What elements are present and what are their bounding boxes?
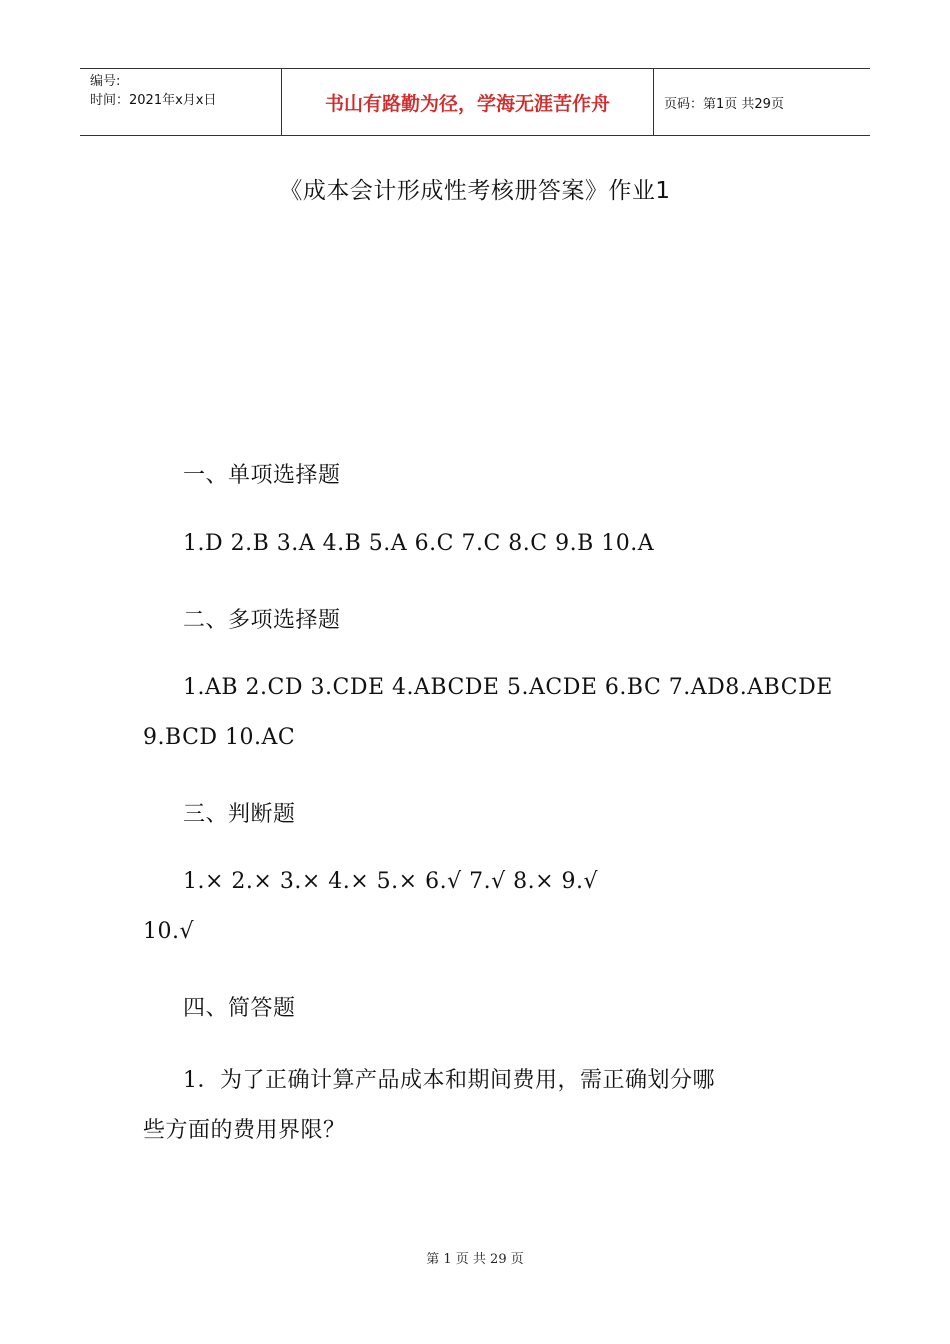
section-1-answers: 1.D 2.B 3.A 4.B 5.A 6.C 7.C 8.C 9.B 10.A bbox=[183, 531, 655, 556]
page-footer: 第 1 页 共 29 页 bbox=[426, 1252, 524, 1267]
header-motto: 书山有路勤为径，学海无涯苦作舟 bbox=[282, 69, 654, 135]
header-meta bbox=[80, 69, 282, 135]
section-3-heading: 三、判断题 bbox=[183, 802, 296, 827]
page-header bbox=[80, 68, 870, 136]
section-2-heading: 二、多项选择题 bbox=[183, 608, 341, 633]
section-3-answers-line-2: 10.√ bbox=[143, 919, 195, 944]
question-1-line-1: 1．为了正确计算产品成本和期间费用，需正确划分哪 bbox=[183, 1068, 715, 1093]
header-page-info: 页码：第1页 共29页 bbox=[664, 96, 784, 112]
number-label: 编号: bbox=[90, 74, 121, 89]
section-1-heading: 一、单项选择题 bbox=[183, 463, 341, 488]
question-1-line-2: 些方面的费用界限？ bbox=[143, 1118, 346, 1143]
section-2-answers-line-2: 9.BCD 10.AC bbox=[143, 725, 296, 750]
document-title: 《成本会计形成性考核册答案》作业1 bbox=[279, 178, 671, 204]
section-2-answers-line-1: 1.AB 2.CD 3.CDE 4.ABCDE 5.ACDE 6.BC 7.AD8.ABCDE bbox=[183, 675, 833, 700]
time-label: 时间：2021年x月x日 bbox=[90, 93, 217, 108]
section-3-answers-line-1: 1.× 2.× 3.× 4.× 5.× 6.√ 7.√ 8.× 9.√ bbox=[183, 869, 599, 894]
section-4-heading: 四、简答题 bbox=[183, 996, 296, 1021]
